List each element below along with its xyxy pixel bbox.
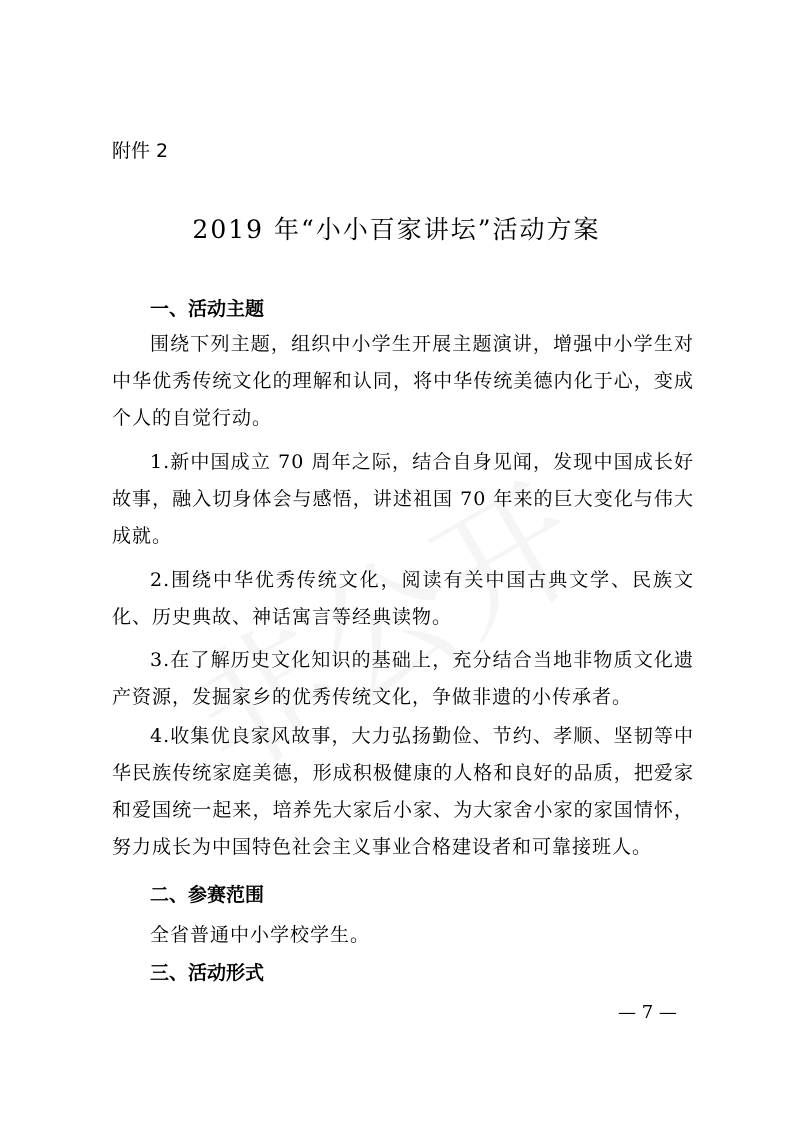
page-number: — 7 — bbox=[618, 1002, 677, 1023]
section-heading-3: 三、活动形式 bbox=[150, 962, 265, 984]
paragraph-intro: 围绕下列主题，组织中小学生开展主题演讲，增强中小学生对中华优秀传统文化的理解和认同，将中华传统美德内化于心，变成个人的自觉行动。 bbox=[112, 333, 694, 429]
section-heading-2: 二、参赛范围 bbox=[150, 884, 265, 906]
paragraph-item-2: 2.围绕中华优秀传统文化，阅读有关中国古典文学、民族文化、历史典故、神话寓言等经典读物。 bbox=[112, 569, 694, 628]
attachment-label: 附件 2 bbox=[112, 140, 169, 162]
paragraph-scope: 全省普通中小学校学生。 bbox=[150, 924, 371, 946]
paragraph-item-4: 4.收集优良家风故事，大力弘扬勤俭、节约、孝顺、坚韧等中华民族传统家庭美德，形成积极健康的人格和良好的品质，把爱家和爱国统一起来，培养先大家后小家、为大家舍小家的家国情怀，努力成长为中国特色社会主义事业合格建设者和可靠接班人。 bbox=[112, 725, 694, 858]
document-title: 2019 年“小小百家讲坛”活动方案 bbox=[192, 215, 601, 244]
paragraph-item-3: 3.在了解历史文化知识的基础上，充分结合当地非物质文化遗产资源，发掘家乡的优秀传统文化，争做非遗的小传承者。 bbox=[112, 649, 694, 708]
paragraph-item-1: 1.新中国成立 70 周年之际，结合自身见闻，发现中国成长好故事，融入切身体会与感悟，讲述祖国 70 年来的巨大变化与伟大成就。 bbox=[112, 451, 694, 547]
section-heading-1: 一、活动主题 bbox=[150, 298, 265, 320]
